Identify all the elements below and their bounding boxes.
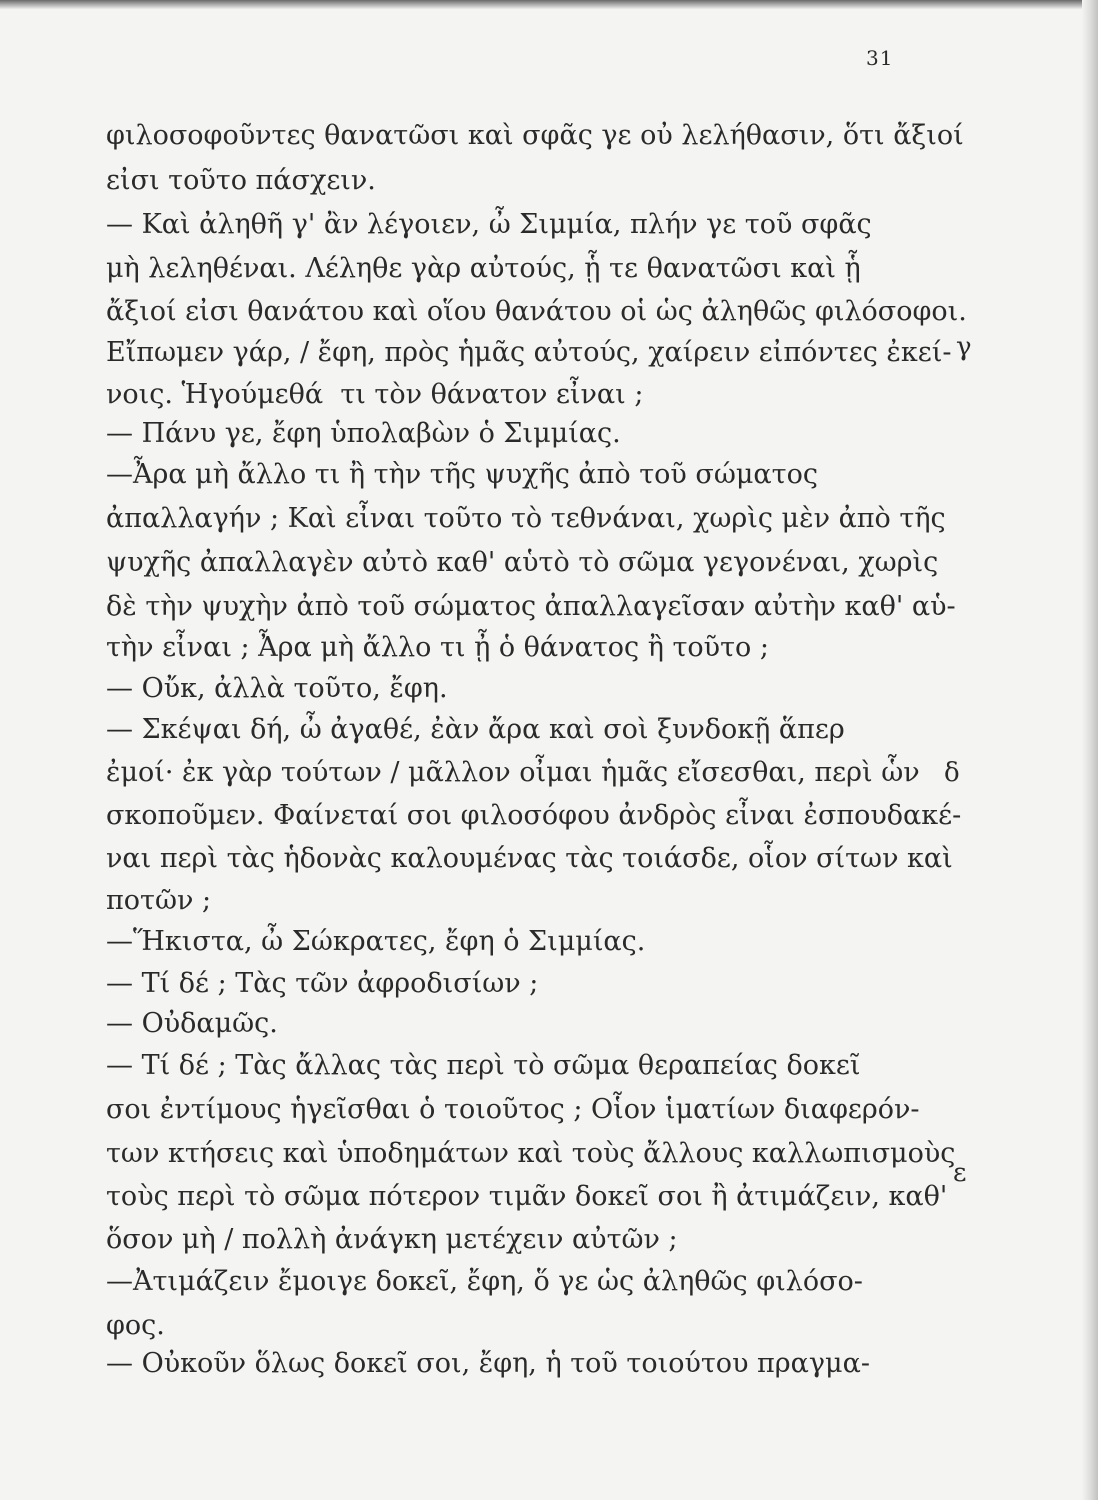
- text-line: — Οὐδαμῶς.: [106, 1008, 278, 1039]
- text-line: — Πάνυ γε, ἔφη ὑπολαβὼν ὁ Σιμμίας.: [106, 418, 621, 449]
- text-line: —Ἥκιστα, ὦ Σώκρατες, ἔφη ὁ Σιμμίας.: [106, 926, 646, 957]
- margin-section-mark: δ: [944, 758, 960, 788]
- text-line: — Καὶ ἀληθῆ γ' ἂν λέγοιεν, ὦ Σιμμία, πλήν γε τοῦ σφᾶς: [106, 209, 872, 240]
- text-line: ἐμοί· ἐκ γὰρ τούτων / μᾶλλον οἶμαι ἡμᾶς εἴσεσθαι, περὶ ὧν: [106, 757, 920, 788]
- text-line: νοις. Ἡγούμεθά τι τὸν θάνατον εἶναι ;: [106, 379, 644, 410]
- text-line: ψυχῆς ἀπαλλαγὲν αὐτὸ καθ' αὑτὸ τὸ σῶμα γεγονέναι, χωρὶς: [106, 547, 939, 578]
- text-line: —Ἆρα μὴ ἄλλο τι ἢ τὴν τῆς ψυχῆς ἀπὸ τοῦ σώματος: [106, 459, 818, 490]
- text-line: ποτῶν ;: [106, 885, 212, 916]
- text-line: ἄξιοί εἰσι θανάτου καὶ οἵου θανάτου οἱ ὡς ἀληθῶς φιλόσοφοι.: [106, 296, 967, 327]
- text-line: ναι περὶ τὰς ἡδονὰς καλουμένας τὰς τοιάσδε, οἷον σίτων καὶ: [106, 843, 953, 874]
- text-line: — Τί δέ ; Τὰς τῶν ἀφροδισίων ;: [106, 968, 539, 999]
- scan-top-edge: [0, 0, 1098, 9]
- text-line: —Ἀτιμάζειν ἔμοιγε δοκεῖ, ἔφη, ὅ γε ὡς ἀληθῶς φιλόσο-: [106, 1266, 863, 1297]
- text-line: — Σκέψαι δή, ὦ ἀγαθέ, ἐὰν ἄρα καὶ σοὶ ξυνδοκῇ ἅπερ: [106, 714, 845, 745]
- text-line: εἰσι τοῦτο πάσχειν.: [106, 165, 376, 196]
- text-line: φος.: [106, 1310, 165, 1341]
- text-line: Εἴπωμεν γάρ, / ἔφη, πρὸς ἡμᾶς αὐτούς, χαίρειν εἰπόντες ἐκεί-: [106, 337, 952, 368]
- page-number: 31: [866, 46, 894, 70]
- text-line: τὴν εἶναι ; Ἆρα μὴ ἄλλο τι ᾖ ὁ θάνατος ἢ τοῦτο ;: [106, 632, 769, 663]
- margin-section-mark: ε: [953, 1158, 967, 1188]
- text-line: τοὺς περὶ τὸ σῶμα πότερον τιμᾶν δοκεῖ σοι ἢ ἀτιμάζειν, καθ': [106, 1181, 948, 1212]
- text-line: των κτήσεις καὶ ὑποδημάτων καὶ τοὺς ἄλλους καλλωπισμοὺς: [106, 1138, 956, 1169]
- text-line: φιλοσοφοῦντες θανατῶσι καὶ σφᾶς γε οὐ λελήθασιν, ὅτι ἄξιοί: [106, 120, 964, 151]
- text-line: μὴ λεληθέναι. Λέληθε γὰρ αὐτούς, ᾗ τε θανατῶσι καὶ ᾗ: [106, 253, 861, 284]
- text-line: — Τί δέ ; Τὰς ἄλλας τὰς περὶ τὸ σῶμα θεραπείας δοκεῖ: [106, 1050, 861, 1081]
- margin-section-mark: γ: [956, 332, 972, 362]
- text-line: σοι ἐντίμους ἡγεῖσθαι ὁ τοιοῦτος ; Οἷον ἱματίων διαφερόν-: [106, 1094, 920, 1125]
- scan-right-edge: [1082, 0, 1098, 1500]
- text-line: ἀπαλλαγήν ; Καὶ εἶναι τοῦτο τὸ τεθνάναι, χωρὶς μὲν ἀπὸ τῆς: [106, 503, 946, 534]
- text-line: — Οὐκοῦν ὅλως δοκεῖ σοι, ἔφη, ἡ τοῦ τοιούτου πραγμα-: [106, 1348, 870, 1379]
- text-line: σκοποῦμεν. Φαίνεταί σοι φιλοσόφου ἀνδρὸς εἶναι ἐσπουδακέ-: [106, 800, 962, 831]
- text-line: ὅσον μὴ / πολλὴ ἀνάγκη μετέχειν αὐτῶν ;: [106, 1224, 678, 1255]
- text-line: δὲ τὴν ψυχὴν ἀπὸ τοῦ σώματος ἀπαλλαγεῖσαν αὐτὴν καθ' αὑ-: [106, 591, 956, 622]
- text-line: — Οὔκ, ἀλλὰ τοῦτο, ἔφη.: [106, 673, 448, 704]
